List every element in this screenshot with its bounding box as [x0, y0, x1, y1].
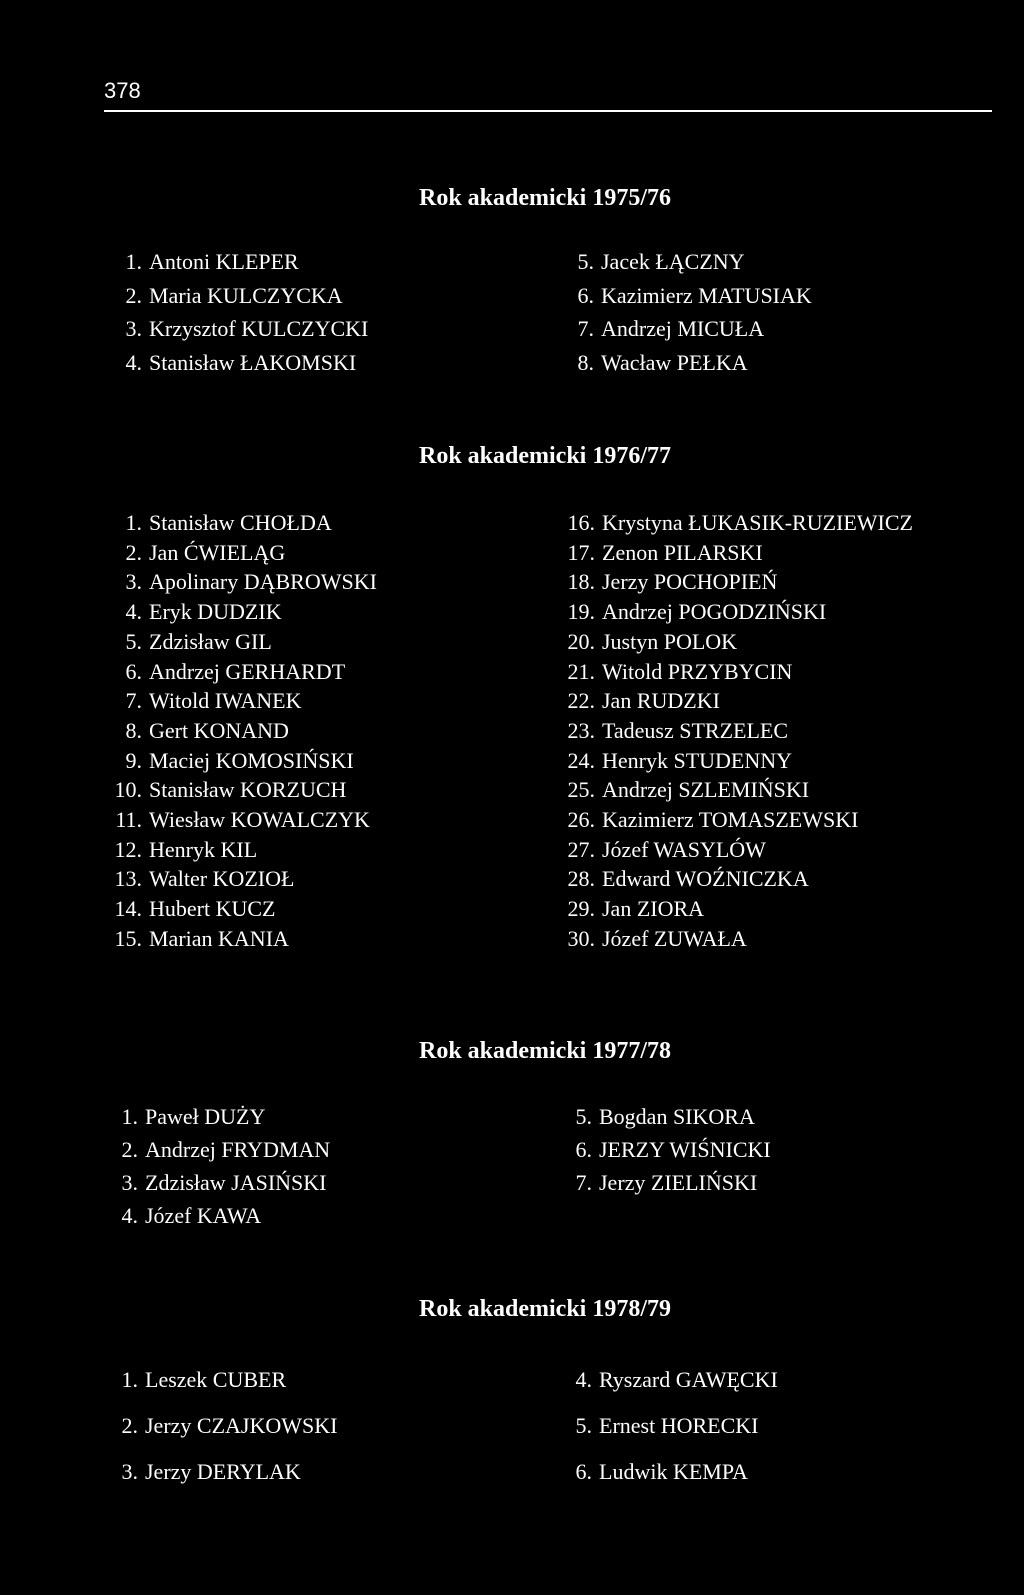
- item-number: 5.: [125, 628, 142, 654]
- item-number: 8.: [125, 717, 142, 743]
- item-name: Edward WOŹNICZKA: [602, 866, 809, 892]
- list-item: [104, 716, 377, 746]
- item-name: Andrzej SZLEMIŃSKI: [602, 777, 810, 803]
- list-item: [104, 627, 377, 657]
- item-number: 7.: [125, 688, 142, 714]
- name-list-right: [547, 508, 913, 954]
- item-name: Józef KAWA: [145, 1203, 262, 1228]
- item-name: Stanisław KORZUCH: [149, 777, 347, 803]
- list-item: [547, 746, 913, 776]
- item-name: Józef WASYLÓW: [602, 836, 766, 862]
- list-item: [104, 312, 368, 346]
- list-item: [547, 716, 913, 746]
- list-item: [547, 567, 913, 597]
- list-item: [100, 1166, 330, 1199]
- list-item: [100, 1403, 337, 1449]
- item-name: Krzysztof KULCZYCKI: [149, 316, 369, 341]
- item-number: 1.: [125, 249, 142, 274]
- item-name: Józef ZUWAŁA: [602, 925, 747, 951]
- list-item: [100, 1357, 337, 1403]
- item-number: 7.: [577, 316, 594, 341]
- list-item: [104, 775, 377, 805]
- list-item: [556, 1403, 778, 1449]
- item-number: 1.: [121, 1367, 138, 1392]
- list-item: [547, 894, 913, 924]
- item-name: Andrzej POGODZIŃSKI: [602, 599, 827, 625]
- list-item: [558, 346, 812, 380]
- section-title: Rok akademicki 1978/79: [418, 1296, 672, 1322]
- list-item: [558, 245, 812, 279]
- item-number: 5.: [575, 1104, 592, 1129]
- list-item: [104, 894, 377, 924]
- name-list-right: [556, 1100, 771, 1199]
- item-name: Henryk STUDENNY: [602, 747, 793, 773]
- item-name: Stanisław ŁAKOMSKI: [149, 349, 357, 375]
- item-name: Paweł DUŻY: [145, 1104, 266, 1129]
- list-item: [556, 1166, 771, 1199]
- list-item: [104, 279, 368, 313]
- list-item: [558, 312, 812, 346]
- item-name: Gert KONAND: [149, 717, 289, 743]
- item-name: Krystyna ŁUKASIK-RUZIEWICZ: [602, 510, 913, 535]
- item-name: Witold PRZYBYCIN: [602, 658, 793, 684]
- item-name: Stanisław CHOŁDA: [149, 510, 332, 535]
- page-number: 378: [104, 78, 141, 103]
- item-number: 3.: [121, 1459, 138, 1484]
- name-list-left: [104, 508, 377, 954]
- name-list-left: [100, 1100, 330, 1232]
- list-item: [104, 597, 377, 627]
- item-number: 4.: [121, 1203, 138, 1228]
- item-number: 16.: [567, 510, 595, 535]
- item-name: Apolinary DĄBROWSKI: [149, 569, 377, 595]
- list-item: [104, 657, 377, 687]
- list-item: [104, 864, 377, 894]
- list-item: [104, 924, 377, 954]
- item-number: 2.: [125, 282, 142, 308]
- list-item: [100, 1449, 337, 1495]
- item-number: 3.: [121, 1170, 138, 1195]
- item-number: 6.: [575, 1459, 592, 1484]
- item-name: Henryk KIL: [149, 836, 258, 862]
- item-number: 6.: [577, 282, 594, 308]
- item-number: 4.: [575, 1367, 592, 1392]
- item-number: 18.: [567, 569, 595, 595]
- name-list-right: [558, 245, 812, 379]
- item-name: Zdzisław GIL: [149, 628, 272, 654]
- item-name: Jan RUDZKI: [602, 688, 720, 714]
- list-item: [556, 1449, 778, 1495]
- item-name: Kazimierz MATUSIAK: [601, 282, 812, 308]
- list-item: [547, 775, 913, 805]
- name-list-left: [104, 245, 368, 379]
- section-title: Rok akademicki 1977/78: [418, 1038, 672, 1064]
- item-name: Maria KULCZYCKA: [149, 282, 343, 308]
- item-name: Jerzy POCHOPIEŃ: [602, 569, 778, 595]
- item-name: Kazimierz TOMASZEWSKI: [602, 807, 859, 833]
- item-number: 21.: [567, 658, 595, 684]
- item-number: 20.: [567, 628, 595, 654]
- item-name: Wacław PEŁKA: [601, 349, 748, 375]
- name-list-right: [556, 1357, 778, 1495]
- item-name: Zenon PILARSKI: [602, 539, 763, 565]
- item-name: Jerzy ZIELIŃSKI: [599, 1170, 758, 1195]
- list-item: [100, 1100, 330, 1133]
- item-number: 28.: [567, 866, 595, 892]
- item-number: 2.: [121, 1413, 138, 1438]
- item-name: Jerzy CZAJKOWSKI: [145, 1413, 338, 1438]
- item-name: Walter KOZIOŁ: [149, 866, 295, 892]
- item-name: Wiesław KOWALCZYK: [149, 807, 370, 833]
- item-name: Andrzej GERHARDT: [149, 658, 346, 684]
- header-rule: [104, 110, 992, 112]
- item-number: 14.: [114, 896, 142, 922]
- list-item: [547, 864, 913, 894]
- item-name: Andrzej MICUŁA: [601, 316, 765, 341]
- item-number: 10.: [114, 777, 142, 803]
- list-item: [547, 597, 913, 627]
- item-number: 2.: [121, 1137, 138, 1162]
- item-number: 24.: [567, 747, 595, 773]
- item-name: Witold IWANEK: [149, 688, 302, 714]
- item-number: 25.: [567, 777, 595, 803]
- item-number: 6.: [575, 1137, 592, 1162]
- item-name: Ernest HORECKI: [599, 1413, 759, 1438]
- list-item: [100, 1133, 330, 1166]
- item-name: Antoni KLEPER: [149, 249, 299, 274]
- item-name: Hubert KUCZ: [149, 896, 276, 922]
- item-number: 3.: [125, 316, 142, 341]
- item-number: 1.: [121, 1104, 138, 1129]
- item-number: 4.: [125, 599, 142, 625]
- list-item: [104, 245, 368, 279]
- item-name: Ludwik KEMPA: [599, 1459, 748, 1484]
- list-item: [104, 805, 377, 835]
- section-title: Rok akademicki 1975/76: [418, 185, 672, 211]
- list-item: [556, 1100, 771, 1133]
- item-name: Justyn POLOK: [602, 628, 738, 654]
- item-name: Marian KANIA: [149, 925, 289, 951]
- item-name: Leszek CUBER: [145, 1367, 287, 1392]
- list-item: [547, 924, 913, 954]
- list-item: [104, 538, 377, 568]
- list-item: [558, 279, 812, 313]
- item-number: 8.: [577, 349, 594, 375]
- item-number: 1.: [125, 510, 142, 535]
- item-name: Jerzy DERYLAK: [145, 1459, 301, 1484]
- item-name: Eryk DUDZIK: [149, 599, 282, 625]
- item-number: 22.: [567, 688, 595, 714]
- list-item: [104, 567, 377, 597]
- item-number: 27.: [567, 836, 595, 862]
- list-item: [556, 1133, 771, 1166]
- section-title: Rok akademicki 1976/77: [418, 443, 672, 469]
- item-number: 30.: [567, 925, 595, 951]
- item-number: 6.: [125, 658, 142, 684]
- item-name: Bogdan SIKORA: [599, 1104, 755, 1129]
- item-number: 19.: [567, 599, 595, 625]
- list-item: [556, 1357, 778, 1403]
- item-number: 12.: [114, 836, 142, 862]
- item-name: Jan ĆWIELĄG: [149, 539, 286, 565]
- item-number: 3.: [125, 569, 142, 595]
- list-item: [547, 835, 913, 865]
- list-item: [547, 508, 913, 538]
- list-item: [104, 346, 368, 380]
- item-number: 26.: [567, 807, 595, 833]
- item-number: 9.: [125, 747, 142, 773]
- list-item: [104, 746, 377, 776]
- item-number: 15.: [114, 925, 142, 951]
- list-item: [104, 686, 377, 716]
- list-item: [104, 835, 377, 865]
- item-name: JERZY WIŚNICKI: [599, 1137, 771, 1162]
- item-number: 11.: [115, 807, 142, 833]
- item-name: Zdzisław JASIŃSKI: [145, 1170, 327, 1195]
- list-item: [547, 538, 913, 568]
- item-number: 4.: [125, 349, 142, 375]
- item-number: 29.: [567, 896, 595, 922]
- list-item: [104, 508, 377, 538]
- item-name: Jan ZIORA: [602, 896, 705, 922]
- item-number: 17.: [567, 539, 595, 565]
- list-item: [547, 627, 913, 657]
- list-item: [547, 686, 913, 716]
- item-name: Ryszard GAWĘCKI: [599, 1367, 778, 1392]
- name-list-left: [100, 1357, 337, 1495]
- item-name: Jacek ŁĄCZNY: [601, 249, 745, 274]
- item-name: Tadeusz STRZELEC: [602, 717, 789, 743]
- item-number: 2.: [125, 539, 142, 565]
- item-number: 5.: [575, 1413, 592, 1438]
- item-number: 23.: [567, 717, 595, 743]
- list-item: [547, 657, 913, 687]
- item-name: Maciej KOMOSIŃSKI: [149, 747, 354, 773]
- item-number: 13.: [114, 866, 142, 892]
- list-item: [100, 1199, 330, 1232]
- item-number: 5.: [577, 249, 594, 274]
- list-item: [547, 805, 913, 835]
- item-name: Andrzej FRYDMAN: [145, 1137, 331, 1162]
- item-number: 7.: [575, 1170, 592, 1195]
